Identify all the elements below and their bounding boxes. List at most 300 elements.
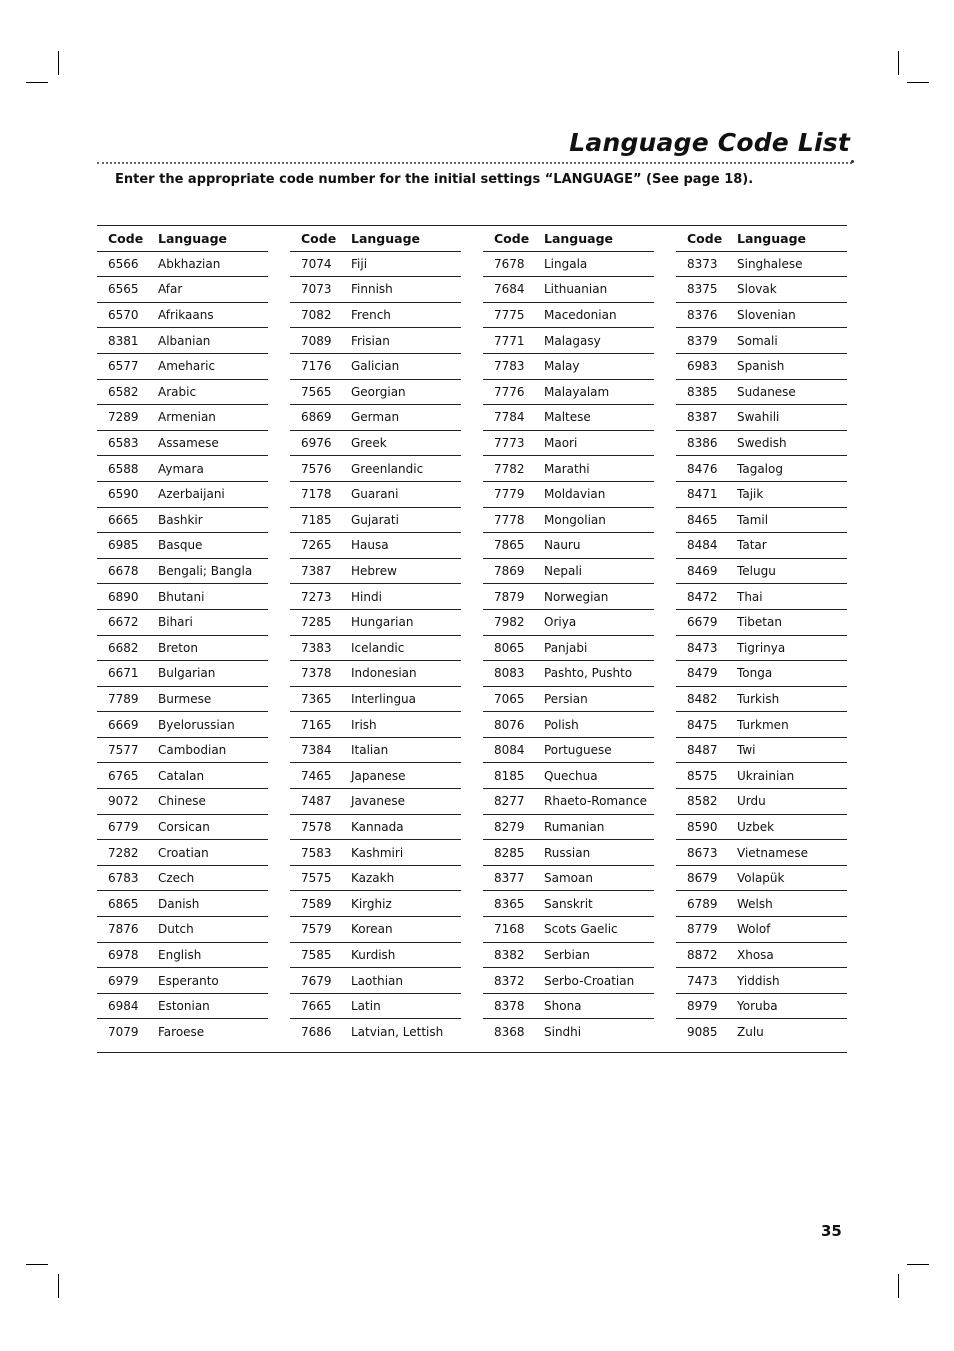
language-name: Armenian — [158, 410, 216, 425]
language-name: Aymara — [158, 461, 204, 476]
language-name: Byelorussian — [158, 717, 235, 732]
table-header-row — [483, 226, 654, 252]
table-row — [676, 277, 847, 303]
table-row — [483, 840, 654, 866]
language-name: Kashmiri — [351, 845, 404, 860]
table-row — [97, 252, 268, 278]
table-row — [97, 687, 268, 713]
language-name: Lithuanian — [544, 282, 608, 297]
language-name: Burmese — [158, 691, 212, 706]
language-code: 8375 — [687, 282, 718, 297]
table-row — [483, 380, 654, 406]
language-name: Azerbaijani — [158, 487, 225, 502]
language-name: Welsh — [737, 896, 773, 911]
language-name: Tigrinya — [737, 640, 786, 655]
language-code: 7589 — [301, 896, 332, 911]
table-row — [290, 891, 461, 917]
language-code: 7789 — [108, 691, 139, 706]
language-code: 8083 — [494, 666, 525, 681]
language-name: Moldavian — [544, 487, 606, 502]
language-code: 8590 — [687, 819, 718, 834]
language-name: Xhosa — [737, 947, 774, 962]
language-name: Slovak — [737, 282, 777, 297]
crop-mark — [26, 82, 48, 83]
table-row — [676, 763, 847, 789]
table-row — [290, 866, 461, 892]
language-code: 7679 — [301, 973, 332, 988]
language-name: Polish — [544, 717, 579, 732]
table-row — [676, 482, 847, 508]
language-name: Gujarati — [351, 512, 399, 527]
language-name: Nepali — [544, 564, 582, 579]
language-name: Quechua — [544, 768, 598, 783]
table-row — [290, 968, 461, 994]
language-name: Hausa — [351, 538, 389, 553]
language-name: Javanese — [351, 794, 405, 809]
language-code: 7387 — [301, 564, 332, 579]
language-code: 7079 — [108, 1025, 139, 1040]
table-row — [290, 252, 461, 278]
language-name: Sanskrit — [544, 896, 593, 911]
language-code: 7165 — [301, 717, 332, 732]
language-name: Urdu — [737, 794, 766, 809]
table-row — [483, 277, 654, 303]
table-row — [676, 687, 847, 713]
table-row — [676, 891, 847, 917]
language-name: Slovenian — [737, 308, 796, 323]
language-code: 9085 — [687, 1025, 718, 1040]
table-row — [290, 994, 461, 1020]
language-name: Serbo-Croatian — [544, 973, 635, 988]
table-row — [290, 431, 461, 457]
page-title: Language Code List — [569, 128, 850, 157]
table-row — [97, 482, 268, 508]
language-code: 8185 — [494, 768, 525, 783]
table-header-row — [97, 226, 268, 252]
language-code: 7365 — [301, 691, 332, 706]
table-row — [676, 559, 847, 585]
language-code: 8673 — [687, 845, 718, 860]
language-name: Kannada — [351, 819, 404, 834]
table-row — [483, 456, 654, 482]
table-row — [97, 533, 268, 559]
language-code: 8065 — [494, 640, 525, 655]
language-name: Vietnamese — [737, 845, 809, 860]
language-code: 7583 — [301, 845, 332, 860]
language-code: 8479 — [687, 666, 718, 681]
language-code: 7178 — [301, 487, 332, 502]
language-name: Afar — [158, 282, 183, 297]
language-name: Bashkir — [158, 512, 203, 527]
table-row — [483, 712, 654, 738]
table-row — [676, 354, 847, 380]
language-name: Assamese — [158, 436, 219, 451]
table-row — [676, 994, 847, 1020]
language-name: Volapük — [737, 871, 785, 886]
table-row — [483, 354, 654, 380]
language-code: 8277 — [494, 794, 525, 809]
language-name: Persian — [544, 691, 588, 706]
language-name: Nauru — [544, 538, 581, 553]
language-code: 8365 — [494, 896, 525, 911]
table-row — [290, 943, 461, 969]
language-name: Thai — [737, 589, 763, 604]
language-name: Hindi — [351, 589, 382, 604]
language-code: 8872 — [687, 947, 718, 962]
language-code: 7565 — [301, 384, 332, 399]
header-language: Language — [544, 230, 614, 246]
table-row — [97, 456, 268, 482]
table-row — [97, 380, 268, 406]
language-name: Bihari — [158, 615, 193, 630]
language-code: 7185 — [301, 512, 332, 527]
table-row — [290, 687, 461, 713]
language-code: 7575 — [301, 871, 332, 886]
language-code: 7782 — [494, 461, 525, 476]
language-name: Faroese — [158, 1025, 205, 1040]
language-code: 8487 — [687, 743, 718, 758]
table-row — [97, 840, 268, 866]
language-name: Somali — [737, 333, 778, 348]
table-row — [97, 328, 268, 354]
language-name: Latin — [351, 999, 381, 1014]
language-name: French — [351, 308, 391, 323]
language-code: 7775 — [494, 308, 525, 323]
language-name: Breton — [158, 640, 198, 655]
language-code: 8385 — [687, 384, 718, 399]
language-code: 7578 — [301, 819, 332, 834]
table-row — [290, 559, 461, 585]
language-name: Kirghiz — [351, 896, 392, 911]
language-code: 7176 — [301, 359, 332, 374]
language-name: Sindhi — [544, 1025, 582, 1040]
table-row — [676, 712, 847, 738]
language-code: 8386 — [687, 436, 718, 451]
language-code: 6985 — [108, 538, 139, 553]
table-row — [483, 943, 654, 969]
language-name: German — [351, 410, 400, 425]
language-name: Greek — [351, 436, 387, 451]
language-name: Galician — [351, 359, 400, 374]
language-code: 8469 — [687, 564, 718, 579]
table-row — [97, 508, 268, 534]
language-name: Marathi — [544, 461, 590, 476]
language-code: 6865 — [108, 896, 139, 911]
language-code: 6783 — [108, 871, 139, 886]
table-row — [290, 917, 461, 943]
language-code: 8979 — [687, 999, 718, 1014]
language-name: Portuguese — [544, 743, 612, 758]
language-code: 7168 — [494, 922, 525, 937]
table-row — [483, 610, 654, 636]
table-header-row — [676, 226, 847, 252]
language-code: 8279 — [494, 819, 525, 834]
table-row — [676, 1019, 847, 1045]
language-name: Interlingua — [351, 691, 417, 706]
language-code: 6869 — [301, 410, 332, 425]
language-code: 7783 — [494, 359, 525, 374]
table-row — [483, 891, 654, 917]
language-name: Indonesian — [351, 666, 417, 681]
language-code: 8076 — [494, 717, 525, 732]
language-name: Fiji — [351, 256, 368, 271]
language-code: 8472 — [687, 589, 718, 604]
language-name: Turkish — [737, 691, 780, 706]
table-row — [483, 303, 654, 329]
language-code: 6570 — [108, 308, 139, 323]
language-name: Lingala — [544, 256, 588, 271]
language-name: Shona — [544, 999, 582, 1014]
table-row — [290, 456, 461, 482]
language-name: Tajik — [737, 487, 764, 502]
language-code: 6672 — [108, 615, 139, 630]
language-code: 8379 — [687, 333, 718, 348]
table-row — [676, 968, 847, 994]
header-language: Language — [158, 230, 228, 246]
language-code: 6890 — [108, 589, 139, 604]
crop-mark — [58, 1274, 59, 1298]
language-name: Rumanian — [544, 819, 605, 834]
language-code: 8475 — [687, 717, 718, 732]
language-name: Sudanese — [737, 384, 796, 399]
language-code: 8473 — [687, 640, 718, 655]
table-row — [97, 636, 268, 662]
language-code: 8575 — [687, 768, 718, 783]
table-row — [483, 636, 654, 662]
language-name: Italian — [351, 743, 389, 758]
language-code: 7576 — [301, 461, 332, 476]
language-code: 8285 — [494, 845, 525, 860]
language-name: Icelandic — [351, 640, 405, 655]
language-code: 7378 — [301, 666, 332, 681]
table-row — [676, 508, 847, 534]
language-name: Ukrainian — [737, 768, 795, 783]
language-name: Samoan — [544, 871, 593, 886]
table-row — [483, 482, 654, 508]
table-row — [290, 380, 461, 406]
table-row — [483, 789, 654, 815]
table-row — [97, 738, 268, 764]
language-code: 7383 — [301, 640, 332, 655]
table-row — [676, 303, 847, 329]
table-row — [483, 763, 654, 789]
language-code-table — [97, 225, 847, 1053]
table-row — [290, 354, 461, 380]
table-row — [676, 815, 847, 841]
language-code: 6669 — [108, 717, 139, 732]
header-code: Code — [687, 230, 723, 246]
language-code: 8476 — [687, 461, 718, 476]
language-code: 7684 — [494, 282, 525, 297]
language-code: 7773 — [494, 436, 525, 451]
language-code: 8779 — [687, 922, 718, 937]
table-row — [290, 815, 461, 841]
language-code: 7982 — [494, 615, 525, 630]
table-row — [97, 584, 268, 610]
language-name: Kurdish — [351, 947, 396, 962]
language-name: Wolof — [737, 922, 771, 937]
language-code: 7579 — [301, 922, 332, 937]
language-name: Laothian — [351, 973, 403, 988]
table-row — [290, 508, 461, 534]
title-rule — [97, 162, 852, 164]
language-code: 7784 — [494, 410, 525, 425]
language-name: Bhutani — [158, 589, 205, 604]
language-name: Esperanto — [158, 973, 219, 988]
table-row — [290, 712, 461, 738]
table-row — [97, 815, 268, 841]
language-name: Finnish — [351, 282, 393, 297]
table-row — [676, 917, 847, 943]
language-name: Korean — [351, 922, 393, 937]
language-code: 7265 — [301, 538, 332, 553]
table-row — [97, 277, 268, 303]
language-code: 9072 — [108, 794, 139, 809]
table-row — [483, 559, 654, 585]
table-row — [676, 533, 847, 559]
language-code: 7074 — [301, 256, 332, 271]
language-code: 8084 — [494, 743, 525, 758]
language-name: Chinese — [158, 794, 206, 809]
language-name: Swedish — [737, 436, 787, 451]
table-row — [483, 738, 654, 764]
language-code: 7678 — [494, 256, 525, 271]
language-name: Catalan — [158, 768, 205, 783]
table-row — [483, 687, 654, 713]
table-row — [290, 763, 461, 789]
language-code: 8376 — [687, 308, 718, 323]
language-code: 7065 — [494, 691, 525, 706]
language-code: 7879 — [494, 589, 525, 604]
language-name: Zulu — [737, 1025, 764, 1040]
language-name: Bengali; Bangla — [158, 564, 253, 579]
table-row — [97, 405, 268, 431]
table-row — [676, 584, 847, 610]
language-code: 6979 — [108, 973, 139, 988]
table-row — [290, 277, 461, 303]
table-row — [97, 1019, 268, 1045]
language-name: Yiddish — [737, 973, 780, 988]
table-row — [483, 533, 654, 559]
table-column — [676, 226, 847, 1045]
language-code: 6577 — [108, 359, 139, 374]
language-name: Arabic — [158, 384, 197, 399]
table-row — [97, 303, 268, 329]
header-code: Code — [494, 230, 530, 246]
language-code: 7285 — [301, 615, 332, 630]
language-code: 7082 — [301, 308, 332, 323]
language-code: 6583 — [108, 436, 139, 451]
language-code: 8582 — [687, 794, 718, 809]
table-row — [676, 380, 847, 406]
language-code: 6565 — [108, 282, 139, 297]
language-name: Tagalog — [737, 461, 783, 476]
title-rule-end — [851, 160, 854, 163]
table-row — [676, 840, 847, 866]
language-name: Kazakh — [351, 871, 395, 886]
language-name: Japanese — [351, 768, 406, 783]
table-row — [676, 456, 847, 482]
table-row — [676, 738, 847, 764]
language-name: Basque — [158, 538, 203, 553]
language-code: 7089 — [301, 333, 332, 348]
language-name: Russian — [544, 845, 591, 860]
page-number: 35 — [821, 1222, 842, 1240]
table-row — [483, 815, 654, 841]
language-name: Telugu — [737, 564, 776, 579]
language-name: Corsican — [158, 819, 210, 834]
language-name: Rhaeto-Romance — [544, 794, 648, 809]
language-code: 7465 — [301, 768, 332, 783]
language-name: Singhalese — [737, 256, 803, 271]
language-code: 8378 — [494, 999, 525, 1014]
table-row — [97, 943, 268, 969]
language-name: Malayalam — [544, 384, 610, 399]
table-row — [676, 943, 847, 969]
language-code: 6983 — [687, 359, 718, 374]
table-row — [290, 636, 461, 662]
language-name: Afrikaans — [158, 308, 214, 323]
table-row — [483, 431, 654, 457]
language-name: Irish — [351, 717, 377, 732]
language-code: 7771 — [494, 333, 525, 348]
crop-mark — [907, 82, 929, 83]
crop-mark — [58, 51, 59, 75]
table-row — [483, 584, 654, 610]
language-code: 8381 — [108, 333, 139, 348]
language-code: 8372 — [494, 973, 525, 988]
table-row — [676, 636, 847, 662]
language-code: 7473 — [687, 973, 718, 988]
table-row — [676, 866, 847, 892]
language-name: Ameharic — [158, 359, 216, 374]
language-name: Albanian — [158, 333, 211, 348]
language-name: Frisian — [351, 333, 390, 348]
language-code: 7487 — [301, 794, 332, 809]
language-code: 7869 — [494, 564, 525, 579]
table-row — [290, 610, 461, 636]
table-row — [483, 661, 654, 687]
language-code: 6665 — [108, 512, 139, 527]
language-name: Hebrew — [351, 564, 397, 579]
table-row — [483, 252, 654, 278]
table-row — [676, 405, 847, 431]
table-row — [290, 661, 461, 687]
table-row — [97, 866, 268, 892]
header-code: Code — [301, 230, 337, 246]
table-row — [97, 891, 268, 917]
table-row — [290, 482, 461, 508]
language-name: Mongolian — [544, 512, 606, 527]
table-row — [97, 354, 268, 380]
language-code: 7577 — [108, 743, 139, 758]
language-code: 8368 — [494, 1025, 525, 1040]
table-column — [290, 226, 461, 1045]
header-code: Code — [108, 230, 144, 246]
table-row — [97, 789, 268, 815]
language-name: Tonga — [737, 666, 773, 681]
language-code: 6976 — [301, 436, 332, 451]
language-name: Twi — [737, 743, 756, 758]
crop-mark — [898, 1274, 899, 1298]
table-row — [290, 533, 461, 559]
table-row — [290, 789, 461, 815]
language-name: Hungarian — [351, 615, 414, 630]
table-row — [676, 789, 847, 815]
language-name: Danish — [158, 896, 200, 911]
language-code: 6588 — [108, 461, 139, 476]
language-name: English — [158, 947, 202, 962]
